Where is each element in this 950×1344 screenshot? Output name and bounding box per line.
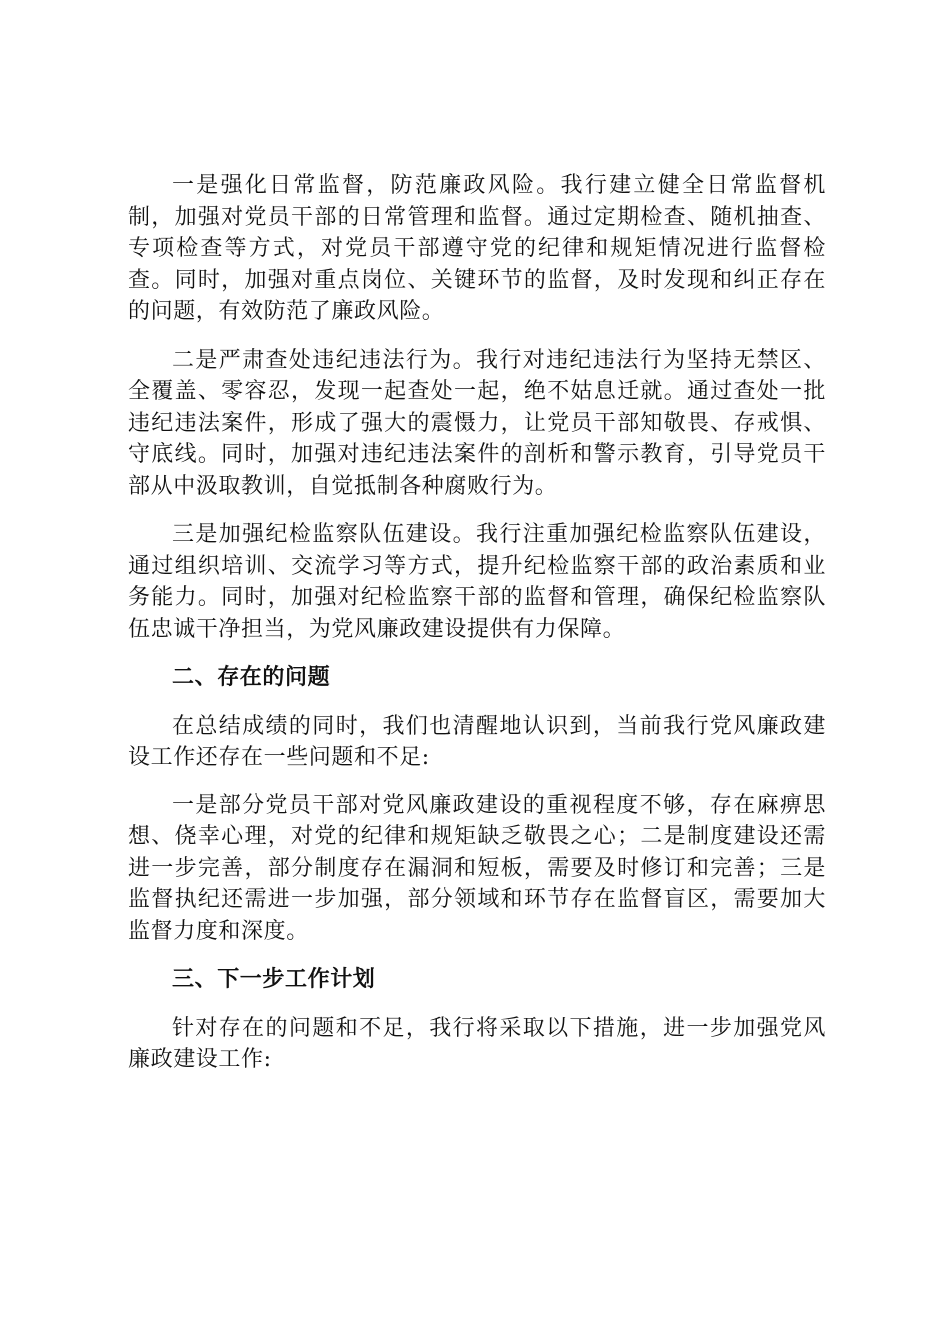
- paragraph-team-building: 三是加强纪检监察队伍建设。我行注重加强纪检监察队伍建设，通过组织培训、交流学习等方式，提升纪检监察干部的政治素质和业务能力。同时，加强对纪检监察干部的监督和管理，确保纪检监察队伍忠诚干净担当，为党风廉政建设提供有力保障。: [128, 522, 826, 642]
- paragraph-supervision: 一是强化日常监督，防范廉政风险。我行建立健全日常监督机制，加强对党员干部的日常管理和监督。通过定期检查、随机抽查、专项检查等方式，对党员干部遵守党的纪律和规矩情况进行监督检查。同时，加强对重点岗位、关键环节的监督，及时发现和纠正存在的问题，有效防范了廉政风险。: [128, 173, 826, 324]
- paragraph-problems-intro: 在总结成绩的同时，我们也清醒地认识到，当前我行党风廉政建设工作还存在一些问题和不足:: [128, 713, 826, 770]
- paragraph-investigation: 二是严肃查处违纪违法行为。我行对违纪违法行为坚持无禁区、全覆盖、零容忍，发现一起查处一起，绝不姑息迁就。通过查处一批违纪违法案件，形成了强大的震慑力，让党员干部知敬畏、存戒惧、守底线。同时，加强对违纪违法案件的剖析和警示教育，引导党员干部从中汲取教训，自觉抵制各种腐败行为。: [128, 347, 826, 499]
- paragraph-next-steps-intro: 针对存在的问题和不足，我行将采取以下措施，进一步加强党风廉政建设工作:: [128, 1015, 826, 1072]
- section-heading-problems: 二、存在的问题: [172, 664, 331, 690]
- paragraph-problems-body: 一是部分党员干部对党风廉政建设的重视程度不够，存在麻痹思想、侥幸心理，对党的纪律和规矩缺乏敬畏之心；二是制度建设还需进一步完善，部分制度存在漏洞和短板，需要及时修订和完善；三是监督执纪还需进一步加强，部分领域和环节存在监督盲区，需要加大监督力度和深度。: [128, 792, 826, 944]
- document-page: [128, 170, 826, 1076]
- section-heading-next-steps: 三、下一步工作计划: [172, 966, 376, 992]
